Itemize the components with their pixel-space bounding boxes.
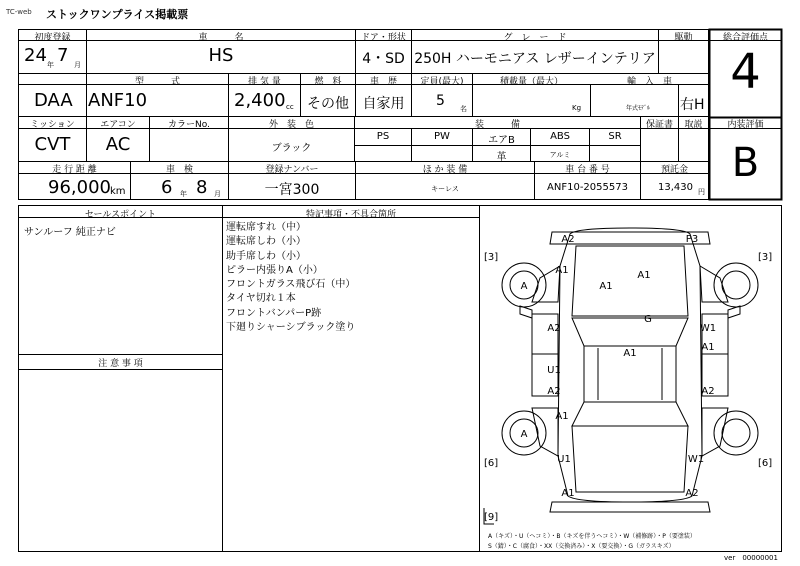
damage-mark: A1 (637, 270, 651, 281)
label-car-name: 車 名 (198, 33, 244, 43)
equip-sr: SR (608, 131, 622, 142)
note-item: 下廻りシャーシブラック塗り (226, 322, 356, 334)
equip-ps: PS (376, 131, 390, 142)
label-mileage: 走 行 距 離 (52, 165, 97, 175)
damage-mark: W1 (699, 323, 717, 334)
label-exterior: 外 装 色 (268, 120, 314, 130)
insp-year: 6 (161, 177, 173, 198)
label-plate: 登録ナンバー (265, 165, 319, 175)
label-import: 輸 入 車 (626, 77, 672, 87)
mission: CVT (34, 134, 71, 155)
recycle-unit: 円 (698, 188, 705, 196)
equip-leather: 革 (496, 152, 507, 163)
steering: 右H (680, 97, 705, 113)
label-door: ドア・形状 (361, 33, 406, 43)
plate: 一宮300 (264, 182, 320, 198)
fuel: その他 (307, 96, 349, 112)
damage-mark: A1 (555, 265, 569, 276)
displacement-unit: cc (286, 103, 294, 111)
displacement: 2,400 (234, 90, 286, 111)
history: 自家用 (362, 96, 405, 112)
legend-line-1: A（キズ）・U（ヘコミ）・B（キズを伴うヘコミ）・W（補修跡）・P（要塗装） (488, 533, 696, 540)
damage-mark: A2 (561, 234, 575, 245)
label-sales-point: セールスポイント (84, 210, 157, 220)
interior-score: B (731, 140, 760, 186)
page-title: ストックワンプライス掲載票 (46, 8, 189, 21)
capacity-unit: 名 (460, 105, 467, 113)
note-item: 運転席しわ（小） (226, 236, 306, 248)
notes-list (226, 221, 355, 335)
other-equip: キーレス (431, 185, 459, 193)
reg-month: 7 (57, 45, 69, 66)
model-code: ANF10 (88, 90, 148, 111)
damage-mark: A2 (547, 323, 561, 334)
damage-mark: A1 (701, 342, 715, 353)
legend-line-2: S（錆）・C（腐食）・XX（交換済み）・X（要交換）・G（ガラスキズ） (488, 543, 675, 550)
note-item: フロントバンパーP跡 (226, 307, 322, 319)
label-chassis: 車 台 番 号 (565, 165, 610, 175)
insp-month-unit: 月 (214, 190, 221, 198)
tread-spare: [9] (484, 512, 499, 523)
label-grade: グ レ ー ド (503, 33, 567, 43)
door-type: 4・SD (362, 51, 405, 67)
damage-mark: A1 (599, 281, 613, 292)
capacity: 5 (436, 93, 445, 109)
mileage: 96,000 (48, 177, 111, 198)
damage-mark: G (644, 314, 652, 325)
recycle-fee: 13,430 (658, 182, 693, 193)
label-model: 型 式 (134, 77, 180, 87)
label-color-no: カラーNo. (168, 120, 210, 130)
insp-month: 8 (196, 177, 208, 198)
damage-mark: A2 (701, 386, 715, 397)
load-unit: Kg (572, 104, 582, 112)
label-drive: 駆動 (674, 33, 693, 43)
note-item: タイヤ切れ１本 (226, 293, 296, 305)
tread-rear-left: [6] (484, 458, 499, 469)
label-fuel: 燃 料 (314, 77, 342, 87)
label-history: 車 歴 (369, 77, 397, 87)
label-overall: 総合評価点 (722, 33, 768, 43)
damage-mark: A2 (547, 386, 561, 397)
damage-mark: A (520, 429, 528, 440)
damage-mark: A1 (555, 411, 569, 422)
insp-year-unit: 年 (180, 190, 187, 198)
damage-mark: A2 (685, 488, 699, 499)
version: ver 00000001 (724, 554, 778, 562)
reg-year-unit: 年 (47, 61, 54, 69)
damage-mark: P3 (685, 234, 699, 245)
car-diagram (480, 206, 781, 551)
mileage-unit: km (110, 186, 126, 197)
equip-abs: ABS (550, 131, 570, 142)
equip-pw: PW (434, 131, 450, 142)
label-warranty: 保証書 (645, 120, 673, 130)
label-manual: 取説 (684, 120, 703, 130)
label-load: 積載量（最大） (499, 77, 563, 87)
tread-rear-right: [6] (758, 458, 773, 469)
label-first-reg: 初度登録 (34, 33, 71, 43)
equip-airbag: エアB (488, 135, 515, 146)
damage-mark: U1 (547, 365, 561, 376)
tread-front-right: [3] (758, 252, 773, 263)
label-interior: 内装評価 (727, 120, 764, 130)
damage-mark: A (520, 281, 528, 292)
import-note: 年式ﾓﾃﾞﾙ (626, 105, 651, 112)
sales-points: サンルーフ 純正ナビ (24, 227, 116, 238)
damage-mark: A1 (561, 488, 575, 499)
damage-mark: U1 (557, 454, 571, 465)
label-equipment: 装 備 (474, 120, 520, 130)
reg-month-unit: 月 (74, 61, 81, 69)
reg-year: 24 (24, 45, 47, 66)
damage-mark: A1 (623, 348, 637, 359)
logo: TC-web (6, 8, 32, 16)
label-inspection: 車 検 (165, 165, 193, 175)
model-prefix: DAA (34, 90, 73, 111)
label-displacement: 排 気 量 (248, 77, 281, 87)
note-item: 助手席しわ（小） (226, 250, 306, 262)
overall-score: 4 (730, 44, 761, 100)
label-caution: 注 意 事 項 (98, 359, 143, 369)
damage-mark: W1 (687, 454, 705, 465)
grade: 250H ハーモニアス レザーインテリア (414, 51, 656, 67)
chassis-number: ANF10-2055573 (547, 182, 628, 193)
label-notes: 特記事項・不具合箇所 (305, 210, 396, 220)
label-aircon: エアコン (100, 120, 136, 130)
aircon: AC (105, 134, 131, 155)
equip-alloy: アルミ (549, 151, 571, 159)
exterior-color: ブラック (271, 143, 312, 154)
note-item: 運転席すれ（中） (226, 222, 306, 233)
note-item: フロントガラス飛び石（中） (226, 279, 356, 291)
note-item: ピラー内張りA（小） (226, 264, 323, 276)
tread-front-left: [3] (484, 252, 499, 263)
label-capacity: 定員(最大) (420, 77, 464, 87)
car-name: HS (208, 45, 234, 66)
label-mission: ミッション (30, 120, 75, 130)
label-other-equip: ほ か 装 備 (422, 165, 468, 175)
label-recycle: 預託金 (660, 165, 688, 175)
